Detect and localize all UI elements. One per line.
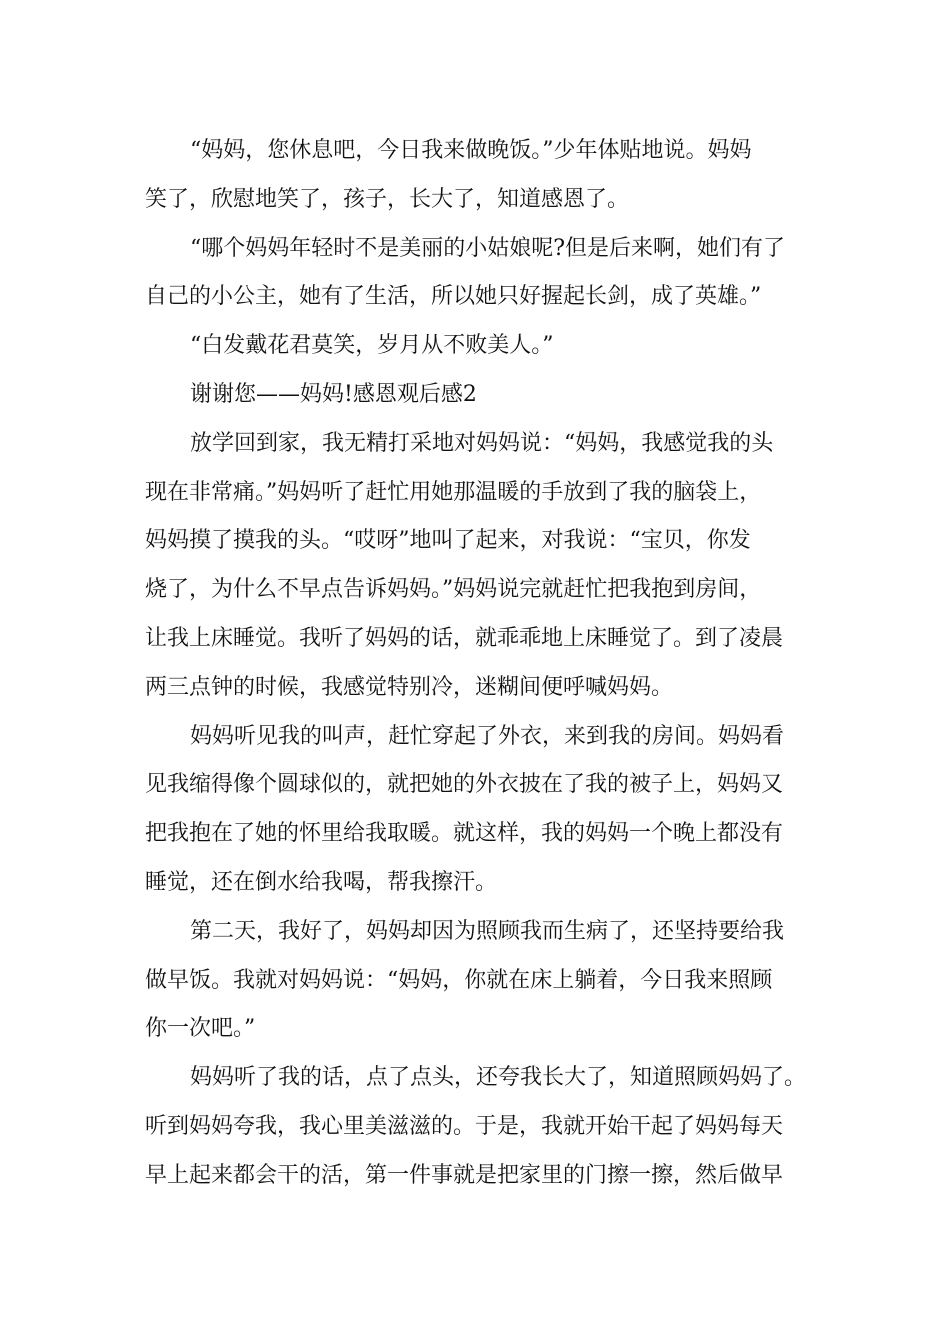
- text-line: 见我缩得像个圆球似的，就把她的外衣披在了我的被子上，妈妈又: [145, 772, 784, 798]
- text-line: 放学回到家，我无精打采地对妈妈说：“妈妈，我感觉我的头: [190, 430, 774, 456]
- text-line: 把我抱在了她的怀里给我取暖。就这样，我的妈妈一个晚上都没有: [145, 821, 784, 847]
- text-line: 第二天，我好了，妈妈却因为照顾我而生病了，还坚持要给我: [190, 918, 785, 944]
- text-line: 妈妈听了我的话，点了点头，还夸我长大了，知道照顾妈妈了。: [190, 1065, 807, 1091]
- text-line: 早上起来都会干的活，第一件事就是把家里的门擦一擦，然后做早: [145, 1162, 784, 1188]
- document-page: [145, 127, 825, 1201]
- text-line: “哪个妈妈年轻时不是美丽的小姑娘呢?但是后来啊，她们有了: [190, 235, 786, 261]
- text-line: 自己的小公主，她有了生活，所以她只好握起长剑，成了英雄。”: [145, 284, 762, 310]
- text-line: “白发戴花君莫笑，岁月从不败美人。”: [190, 333, 554, 359]
- section-heading: 谢谢您——妈妈!感恩观后感2: [190, 381, 477, 407]
- text-line: 妈妈听见我的叫声，赶忙穿起了外衣，来到我的房间。妈妈看: [190, 723, 785, 749]
- text-line: 现在非常痛。”妈妈听了赶忙用她那温暖的手放到了我的脑袋上，: [145, 479, 762, 505]
- text-line: 两三点钟的时候，我感觉特别冷，迷糊间便呼喊妈妈。: [145, 674, 674, 700]
- text-line: 睡觉，还在倒水给我喝，帮我擦汗。: [145, 869, 498, 895]
- text-line: 烧了，为什么不早点告诉妈妈。”妈妈说完就赶忙把我抱到房间，: [145, 577, 762, 603]
- text-line: 笑了，欣慰地笑了，孩子，长大了，知道感恩了。: [145, 186, 630, 212]
- text-line: 让我上床睡觉。我听了妈妈的话，就乖乖地上床睡觉了。到了凌晨: [145, 625, 784, 651]
- text-line: 做早饭。我就对妈妈说：“妈妈，你就在床上躺着，今日我来照顾: [145, 967, 773, 993]
- text-line: 你一次吧。”: [145, 1016, 256, 1042]
- text-line: 妈妈摸了摸我的头。“哎呀”地叫了起来，对我说：“宝贝，你发: [145, 528, 751, 554]
- text-line: 听到妈妈夸我，我心里美滋滋的。于是，我就开始干起了妈妈每天: [145, 1113, 784, 1139]
- text-line: “妈妈，您休息吧，今日我来做晚饭。”少年体贴地说。妈妈: [190, 138, 752, 163]
